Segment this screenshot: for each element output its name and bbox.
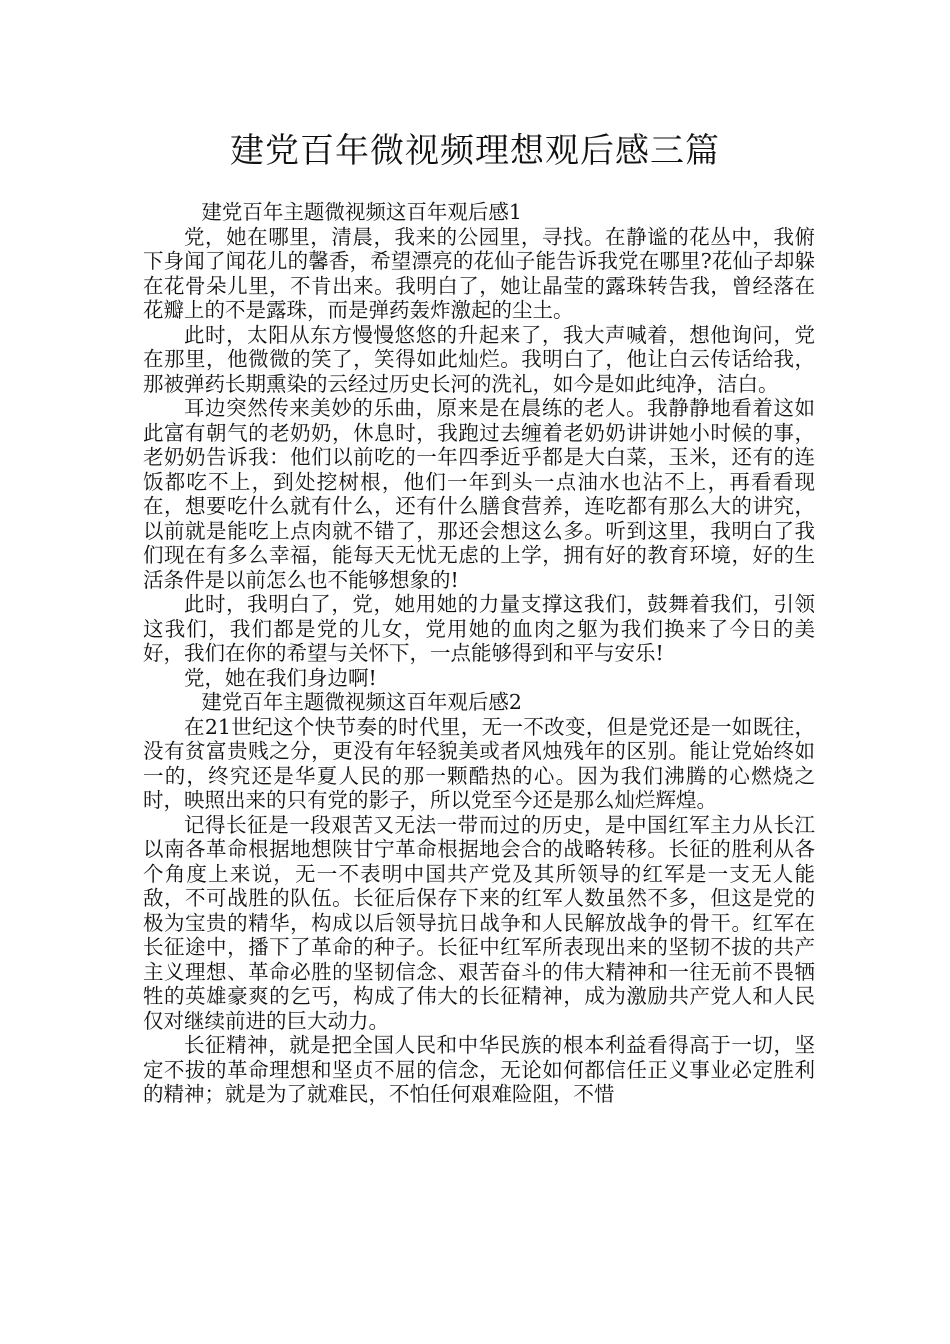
document-body — [143, 200, 815, 1107]
document-title: 建党百年微视频理想观后感三篇 — [230, 131, 720, 171]
section-heading: 建党百年主题微视频这百年观后感2 — [201, 690, 522, 714]
paragraph: 此时，我明白了，党，她用她的力量支撑这我们，鼓舞着我们，引领这我们，我们都是党的儿女，党用她的血肉之躯为我们换来了今日的美好，我们在你的希望与关怀下，一点能够得到和平与安乐! — [143, 592, 815, 665]
paragraph: 长征精神，就是把全国人民和中华民族的根本利益看得高于一切，坚定不拔的革命理想和坚贞不屈的信念，无论如何都信任正义事业必定胜利的精神；就是为了就难民，不怕任何艰难险阻，不惜 — [143, 1033, 815, 1106]
paragraph: 党，她在我们身边啊! — [184, 665, 377, 690]
paragraph: 记得长征是一段艰苦又无法一带而过的历史，是中国红军主力从长江以南各革命根据地想陕甘宁革命根据地会合的战略转移。长征的胜利从各个角度上来说，无一不表明中国共产党及其所领导的红军是一支无人能敌，不可战胜的队伍。长征后保存下来的红军人数虽然不多，但这是党的极为宝贵的精华，构成以后领导抗日战争和人民解放战争的骨干。红军在长征途中，播下了革命的种子。长征中红军所表现出来的坚韧不拔的共产主义理想、革命必胜的坚韧信念、艰苦奋斗的伟大精神和一往无前不畏牺牲的英雄豪爽的乞丐，构成了伟大的长征精神，成为激励共产党人和人民仅对继续前进的巨大动力。 — [143, 812, 815, 1033]
section-heading: 建党百年主题微视频这百年观后感1 — [201, 200, 522, 224]
paragraph: 党，她在哪里，清晨，我来的公园里，寻找。在静谧的花丛中，我俯下身闻了闻花儿的馨香，希望漂亮的花仙子能告诉我党在哪里?花仙子却躲在花骨朵儿里，不肯出来。我明白了，她让晶莹的露珠转告我，曾经落在花瓣上的不是露珠，而是弹药轰炸激起的尘土。 — [143, 224, 815, 322]
paragraph: 在21世纪这个快节奏的时代里，无一不改变，但是党还是一如既往，没有贫富贵贱之分，更没有年轻貌美或者风烛残年的区别。能让党始终如一的，终究还是华夏人民的那一颗酷热的心。因为我们沸腾的心燃烧之时，映照出来的只有党的影子，所以党至今还是那么灿烂辉煌。 — [143, 714, 815, 812]
paragraph: 耳边突然传来美妙的乐曲，原来是在晨练的老人。我静静地看着这如此富有朝气的老奶奶，休息时，我跑过去缠着老奶奶讲讲她小时候的事，老奶奶告诉我：他们以前吃的一年四季近乎都是大白菜，玉米，还有的连饭都吃不上，到处挖树根，他们一年到头一点油水也沾不上，再看看现在，想要吃什么就有什么，还有什么膳食营养，连吃都有那么大的讲究，以前就是能吃上点肉就不错了，那还会想这么多。听到这里，我明白了我们现在有多么幸福，能每天无忧无虑的上学，拥有好的教育环境，好的生活条件是以前怎么也不能够想象的! — [143, 396, 815, 592]
paragraph: 此时，太阳从东方慢慢悠悠的升起来了，我大声喊着，想他询问，党在那里，他微微的笑了，笑得如此灿烂。我明白了，他让白云传话给我，那被弹药长期熏染的云经过历史长河的洗礼，如今是如此纯净，洁白。 — [143, 322, 815, 396]
